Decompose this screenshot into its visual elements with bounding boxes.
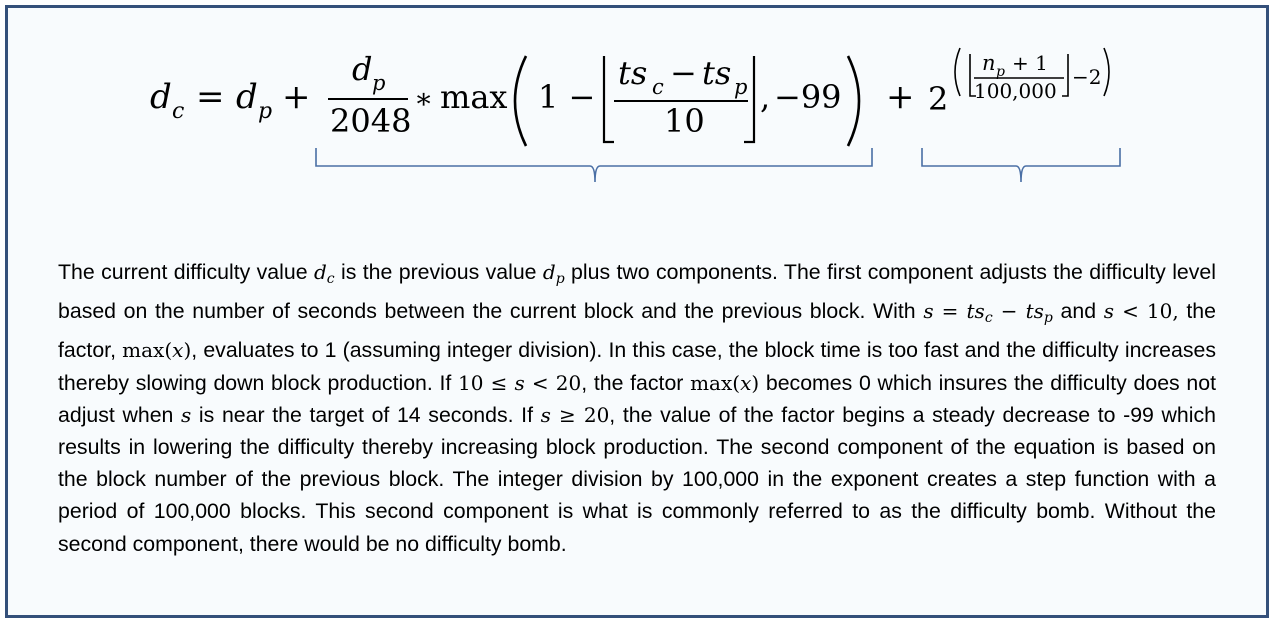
eq-frac-den: 2048: [330, 102, 412, 140]
difficulty-equation: [0, 0, 1280, 200]
eq-one-minus: 1 −: [538, 78, 596, 116]
eq-equals: =: [196, 77, 225, 117]
eq-exp-paren-left: [955, 48, 960, 96]
eq-exp-minus-two: −2: [1072, 65, 1102, 89]
eq-exp-plus-one: + 1: [1012, 51, 1048, 75]
eq-ts-minus: −: [670, 54, 697, 92]
eq-frac-num-sub: p: [372, 71, 386, 95]
explanation-paragraph: The current difficulty value $d_c$ is the previous value $d_p$ plus two components. The first component adjusts the difficulty level based on the number of seconds between the current block and the previous block. With $s = ts_c - ts_p$ and s < 10, the factor, max(x), evaluates to 1 (assuming integer division). In this case, the block time is too fast and the difficulty increases thereby slowing down block production. If 10 ≤ s < 20, the factor max(x) becomes 0 which insures the difficulty does not adjust when s is near the target of 14 seconds. If s ≥ 20, the value of the factor begins a steady decrease to -99 which results in lowering the difficulty thereby increasing block production. The second component of the equation is based on the block number of the previous block. The integer division by 100,000 in the exponent creates a step function with a period of 100,000 blocks. This second component is what is commonly referred to as the difficulty bomb. Without the second component, there would be no difficulty bomb.: [58, 260, 1216, 556]
eq-dp-sub: p: [258, 99, 273, 124]
eq-frac-num: d: [352, 50, 373, 88]
eq-tsp-sub: p: [734, 75, 748, 99]
eq-exp-np-sub: p: [996, 64, 1005, 80]
eq-dp: d: [236, 77, 258, 117]
second-component-brace: [922, 148, 1120, 182]
eq-plus-2: +: [886, 77, 915, 117]
eq-floor-left: [604, 56, 614, 142]
eq-exp-np: n: [982, 51, 996, 75]
eq-plus: +: [282, 77, 311, 117]
eq-paren-right: [848, 56, 859, 146]
eq-comma: ,: [760, 78, 771, 116]
eq-lhs-sub: c: [172, 99, 185, 124]
eq-tsc: ts: [618, 54, 648, 92]
eq-paren-left: [515, 56, 526, 146]
eq-exp-den: 100,000: [974, 79, 1057, 103]
eq-max: max: [440, 78, 508, 116]
eq-ten: 10: [664, 102, 705, 140]
eq-exp-paren-right: [1104, 48, 1109, 96]
first-component-brace: [316, 148, 872, 182]
eq-lhs: d: [150, 77, 172, 117]
eq-floor-right: [744, 56, 754, 142]
eq-base: 2: [928, 80, 949, 118]
eq-tsc-sub: c: [652, 75, 664, 99]
eq-neg99: −99: [774, 78, 842, 116]
eq-exp-floor-right: [1062, 54, 1068, 96]
eq-tsp: ts: [702, 54, 732, 92]
eq-times: ∗: [414, 82, 434, 115]
